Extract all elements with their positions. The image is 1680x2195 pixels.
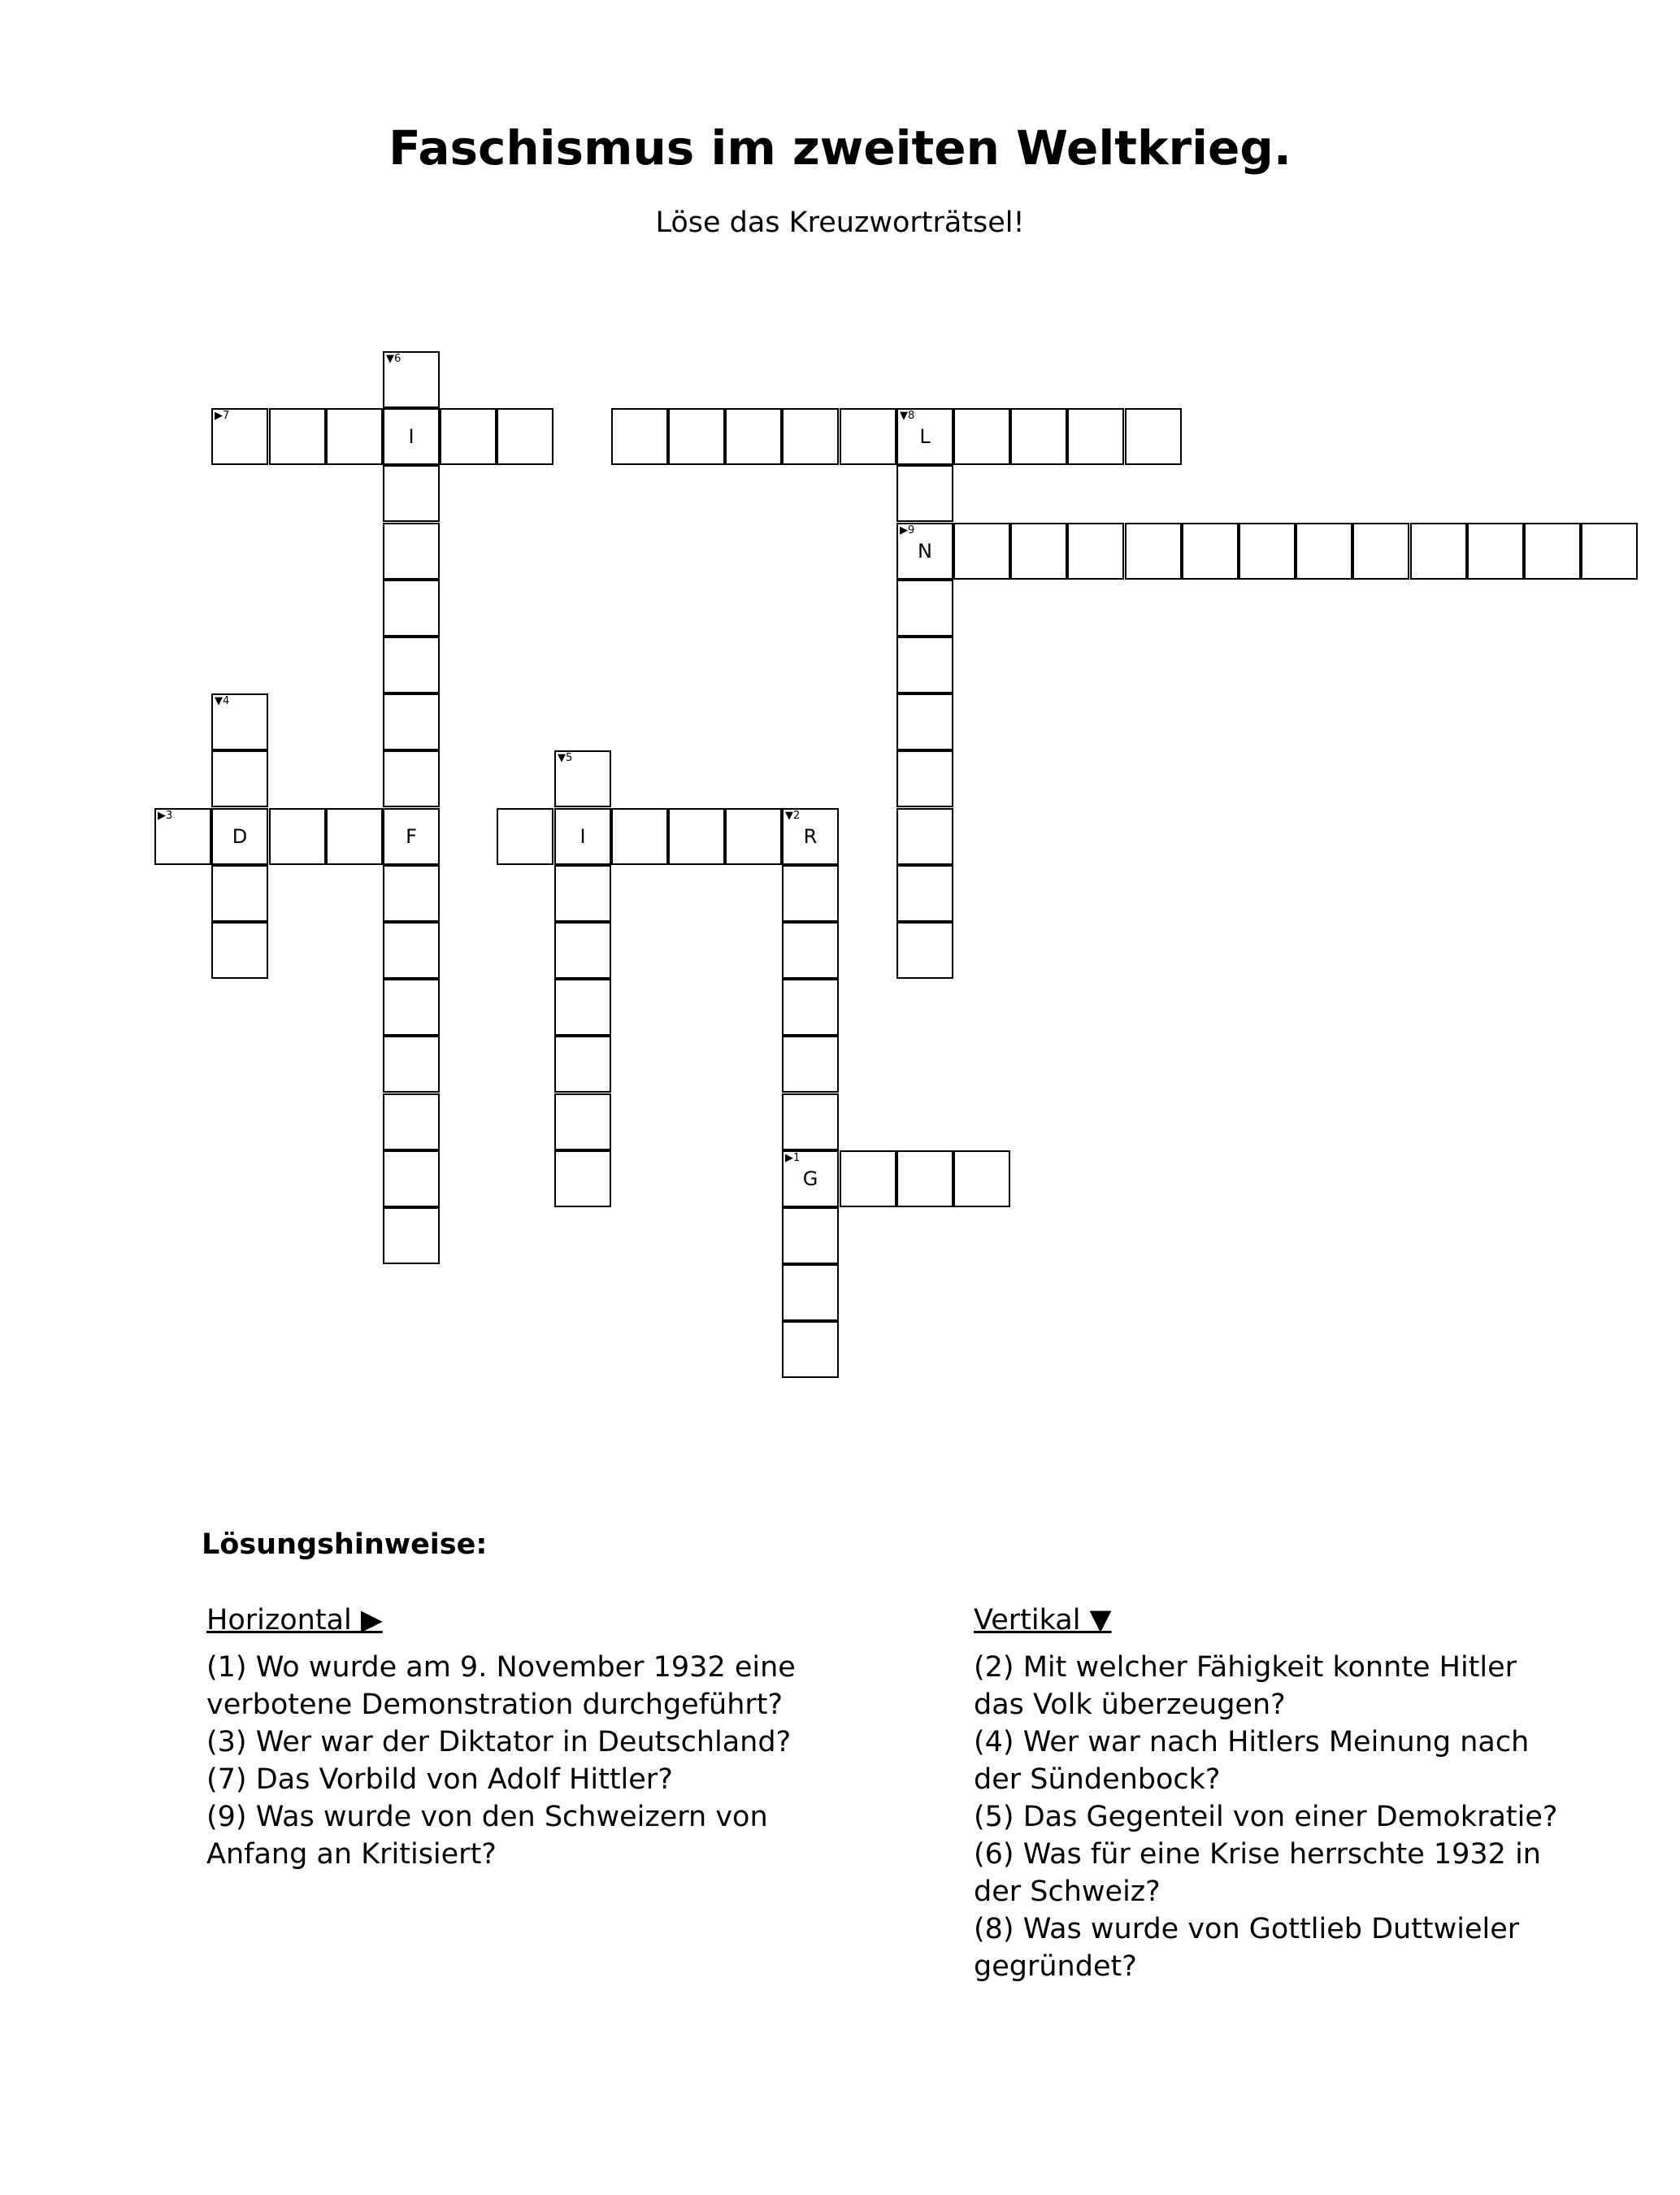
crossword-cell[interactable] (782, 1036, 839, 1093)
cell-letter (613, 810, 666, 863)
cell-letter: D (232, 825, 248, 848)
crossword-cell[interactable] (554, 865, 611, 922)
clue-horizontal-7: (7) Das Vorbild von Adolf Hittler? (206, 1763, 673, 1796)
cell-letter (1127, 410, 1180, 463)
cell-letter (727, 410, 780, 463)
crossword-cell[interactable] (383, 637, 440, 693)
cell-letter (898, 1152, 952, 1206)
cell-letter (898, 810, 952, 863)
crossword-cell[interactable] (554, 1093, 611, 1150)
cell-letter (384, 638, 438, 692)
cell-letter (328, 410, 381, 463)
crossword-cell[interactable] (725, 808, 782, 865)
crossword-cell[interactable] (383, 922, 440, 979)
cell-number: ▶7 (215, 410, 230, 422)
crossword-cell[interactable] (953, 1150, 1010, 1207)
cell-letter (955, 410, 1009, 463)
crossword-cell[interactable] (269, 408, 326, 465)
crossword-cell[interactable] (668, 808, 725, 865)
crossword-cell[interactable] (383, 523, 440, 580)
cell-letter (556, 867, 610, 920)
cell-letter (613, 410, 666, 463)
cell-number: ▼6 (386, 353, 402, 365)
crossword-cell[interactable] (554, 922, 611, 979)
cell-letter (1354, 524, 1408, 578)
crossword-cell[interactable] (896, 580, 953, 637)
crossword-cell[interactable] (554, 1150, 611, 1207)
crossword-cell[interactable] (782, 1264, 839, 1321)
crossword-cell[interactable] (896, 865, 953, 922)
crossword-cell[interactable] (383, 580, 440, 637)
cell-letter (1240, 524, 1294, 578)
crossword-cell[interactable] (326, 808, 383, 865)
page-subtitle: Löse das Kreuzworträtsel! (655, 206, 1025, 239)
cell-letter (556, 1152, 610, 1206)
cell-letter (384, 581, 438, 635)
cell-number: ▼2 (785, 810, 801, 822)
crossword-cell[interactable] (211, 408, 268, 465)
crossword-cell[interactable] (782, 1321, 839, 1378)
hints-heading: Lösungshinweise: (202, 1528, 488, 1561)
crossword-cell[interactable] (896, 1150, 953, 1207)
crossword-cell[interactable] (896, 465, 953, 522)
crossword-cell[interactable] (1067, 408, 1124, 465)
crossword-cell[interactable] (211, 750, 268, 807)
cell-letter (1012, 524, 1066, 578)
crossword-cell[interactable] (440, 408, 497, 465)
cell-letter (384, 695, 438, 749)
cell-letter (898, 867, 952, 920)
cell-letter (384, 1152, 438, 1206)
crossword-cell[interactable] (896, 750, 953, 807)
crossword-cell[interactable] (383, 351, 440, 408)
cell-letter (384, 1095, 438, 1149)
cell-letter (556, 1037, 610, 1091)
crossword-cell[interactable] (896, 808, 953, 865)
crossword-cell[interactable] (782, 1093, 839, 1150)
cell-letter (784, 410, 837, 463)
cell-letter (498, 410, 552, 463)
crossword-cell[interactable] (1125, 408, 1182, 465)
crossword-cell[interactable] (554, 979, 611, 1036)
crossword-cell[interactable] (896, 693, 953, 750)
crossword-cell[interactable] (383, 750, 440, 807)
crossword-cell[interactable] (497, 408, 553, 465)
crossword-cell[interactable] (1239, 523, 1296, 580)
cell-letter (1069, 524, 1122, 578)
cell-letter (898, 638, 952, 692)
crossword-cell[interactable] (383, 408, 440, 465)
crossword-cell[interactable] (1524, 523, 1581, 580)
cell-letter: F (406, 825, 417, 848)
cell-letter: N (918, 540, 932, 563)
cell-letter (384, 353, 438, 406)
crossword-cell[interactable] (782, 1207, 839, 1264)
crossword-cell[interactable] (782, 1150, 839, 1207)
crossword-cell[interactable] (896, 637, 953, 693)
crossword-cell[interactable] (1467, 523, 1524, 580)
cell-letter (1127, 524, 1180, 578)
cell-letter (727, 810, 780, 863)
crossword-cell[interactable] (154, 808, 211, 865)
cell-number: ▶9 (900, 524, 915, 537)
crossword-cell[interactable] (782, 808, 839, 865)
cell-letter (955, 524, 1009, 578)
cell-number: ▼8 (900, 410, 915, 422)
cell-letter (156, 810, 210, 863)
cell-letter (784, 1037, 837, 1091)
cell-letter (841, 1152, 895, 1206)
crossword-cell[interactable] (782, 408, 839, 465)
vertical-heading: Vertikal ▼ (974, 1604, 1112, 1636)
clue-vertical-5: (5) Das Gegenteil von einer Demokratie? (974, 1801, 1558, 1833)
cell-letter (556, 1095, 610, 1149)
crossword-cell[interactable] (211, 808, 268, 865)
crossword-cell[interactable] (782, 865, 839, 922)
crossword-cell[interactable] (326, 408, 383, 465)
cell-letter (784, 1095, 837, 1149)
cell-letter (784, 1323, 837, 1376)
horizontal-heading: Horizontal ▶ (206, 1604, 383, 1636)
cell-letter (384, 924, 438, 977)
clue-horizontal-1: (1) Wo wurde am 9. November 1932 eine verbotene Demonstration durchgeführt? (206, 1651, 796, 1721)
crossword-cell[interactable] (211, 865, 268, 922)
cell-letter (213, 752, 267, 806)
crossword-cell[interactable] (383, 808, 440, 865)
crossword-cell[interactable] (383, 1207, 440, 1264)
cell-letter (384, 1209, 438, 1263)
crossword-cell[interactable] (383, 693, 440, 750)
crossword-cell[interactable] (782, 922, 839, 979)
cell-letter (328, 810, 381, 863)
cell-letter (384, 980, 438, 1034)
crossword-cell[interactable] (1352, 523, 1409, 580)
cell-letter (670, 410, 723, 463)
crossword-cell[interactable] (896, 523, 953, 580)
cell-letter (213, 867, 267, 920)
cell-letter: I (580, 825, 586, 848)
cell-letter (955, 1152, 1009, 1206)
cell-letter (384, 1037, 438, 1091)
crossword-cell[interactable] (269, 808, 326, 865)
cell-letter (898, 752, 952, 806)
crossword-cell[interactable] (1182, 523, 1239, 580)
crossword-cell[interactable] (1410, 523, 1467, 580)
cell-letter (1069, 410, 1122, 463)
cell-letter (384, 467, 438, 520)
cell-letter (1582, 524, 1636, 578)
crossword-cell[interactable] (383, 1093, 440, 1150)
cell-number: ▼4 (215, 695, 230, 707)
cell-letter (441, 410, 495, 463)
crossword-cell[interactable] (953, 408, 1010, 465)
cell-letter (784, 924, 837, 977)
clue-horizontal-3: (3) Wer war der Diktator in Deutschland? (206, 1726, 792, 1758)
clue-vertical-6: (6) Was für eine Krise herrschte 1932 in der Schweiz? (974, 1838, 1541, 1908)
crossword-cell[interactable] (1581, 523, 1638, 580)
cell-letter (213, 410, 267, 463)
cell-letter (384, 867, 438, 920)
cell-letter (670, 810, 723, 863)
vertical-clue-list (974, 1649, 1575, 1985)
crossword-cell[interactable] (611, 408, 668, 465)
clue-vertical-8: (8) Was wurde von Gottlieb Duttwieler gegründet? (974, 1913, 1520, 1983)
cell-letter (271, 410, 324, 463)
cell-letter (898, 581, 952, 635)
crossword-cell[interactable] (383, 465, 440, 522)
crossword-cell[interactable] (725, 408, 782, 465)
crossword-cell[interactable] (1010, 408, 1067, 465)
crossword-cell[interactable] (383, 865, 440, 922)
crossword-cell[interactable] (953, 523, 1010, 580)
cell-letter (384, 752, 438, 806)
crossword-cell[interactable] (896, 922, 953, 979)
crossword-cell[interactable] (554, 750, 611, 807)
cell-letter (1183, 524, 1237, 578)
horizontal-clue-list (206, 1649, 808, 1873)
cell-letter (1469, 524, 1522, 578)
crossword-cell[interactable] (383, 1150, 440, 1207)
cell-number: ▶3 (158, 810, 173, 822)
crossword-cell[interactable] (840, 408, 896, 465)
cell-letter (498, 810, 552, 863)
cell-letter: G (802, 1167, 818, 1190)
cell-letter (784, 1266, 837, 1319)
crossword-cell[interactable] (1296, 523, 1352, 580)
cell-letter: I (408, 425, 415, 448)
crossword-cell[interactable] (554, 1036, 611, 1093)
cell-letter (841, 410, 895, 463)
cell-letter (784, 867, 837, 920)
cell-letter (556, 924, 610, 977)
cell-letter (1526, 524, 1579, 578)
crossword-cell[interactable] (211, 693, 268, 750)
cell-number: ▼5 (558, 752, 573, 764)
clue-horizontal-9: (9) Was wurde von den Schweizern von Anfang an Kritisiert? (206, 1801, 768, 1871)
cell-letter (898, 924, 952, 977)
clue-vertical-2: (2) Mit welcher Fähigkeit konnte Hitler das Volk überzeugen? (974, 1651, 1517, 1721)
crossword-cell[interactable] (554, 808, 611, 865)
crossword-cell[interactable] (383, 1036, 440, 1093)
cell-number: ▶1 (785, 1152, 801, 1164)
cell-letter (1412, 524, 1465, 578)
cell-letter (1012, 410, 1066, 463)
cell-letter (213, 924, 267, 977)
crossword-cell[interactable] (611, 808, 668, 865)
crossword-cell[interactable] (211, 922, 268, 979)
crossword-cell[interactable] (1067, 523, 1124, 580)
cell-letter (213, 695, 267, 749)
cell-letter (784, 1209, 837, 1263)
cell-letter (556, 980, 610, 1034)
crossword-cell[interactable] (1010, 523, 1067, 580)
crossword-cell[interactable] (497, 808, 553, 865)
page-title: Faschismus im zweiten Weltkrieg. (389, 120, 1291, 176)
crossword-cell[interactable] (1125, 523, 1182, 580)
cell-letter (556, 752, 610, 806)
crossword-cell[interactable] (668, 408, 725, 465)
cell-letter (784, 980, 837, 1034)
cell-letter: L (919, 425, 931, 448)
cell-letter (271, 810, 324, 863)
crossword-cell[interactable] (840, 1150, 896, 1207)
cell-letter (1297, 524, 1351, 578)
clue-vertical-4: (4) Wer war nach Hitlers Meinung nach der Sündenbock? (974, 1726, 1530, 1796)
cell-letter: R (803, 825, 818, 848)
crossword-cell[interactable] (383, 979, 440, 1036)
cell-letter (898, 467, 952, 520)
cell-letter (898, 695, 952, 749)
crossword-cell[interactable] (782, 979, 839, 1036)
crossword-cell[interactable] (896, 408, 953, 465)
cell-letter (384, 524, 438, 578)
